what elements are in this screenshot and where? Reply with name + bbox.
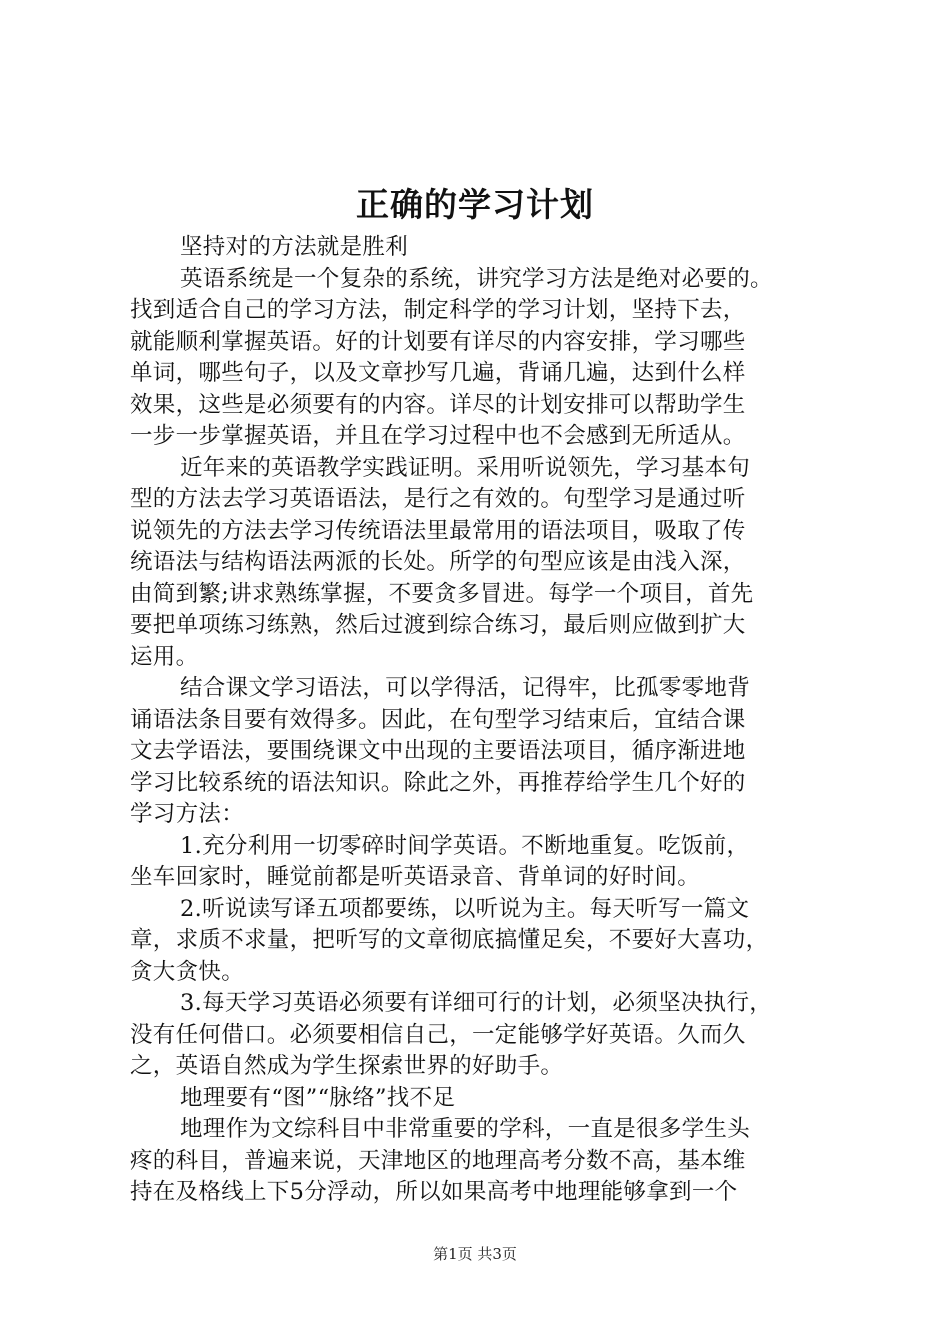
text-line: 持在及格线上下5分浮动，所以如果高考中地理能够拿到一个 bbox=[130, 1179, 738, 1205]
text-line: 章，求质不求量，把听写的文章彻底搞懂足矣，不要好大喜功， bbox=[130, 927, 769, 953]
text-line: 要把单项练习练熟，然后过渡到综合练习，最后则应做到扩大 bbox=[130, 612, 746, 638]
document-title: 正确的学习计划 bbox=[356, 185, 594, 224]
text-line: 说领先的方法去学习传统语法里最常用的语法项目，吸取了传 bbox=[130, 517, 746, 544]
text-line: 诵语法条目要有效得多。因此，在句型学习结束后，宜结合课 bbox=[130, 706, 746, 733]
page-footer: 第1页 共3页 bbox=[433, 1245, 517, 1263]
text-line: 贪大贪快。 bbox=[130, 958, 245, 985]
text-line: 地理作为文综科目中非常重要的学科，一直是很多学生头 bbox=[180, 1116, 751, 1142]
text-line: 1.充分利用一切零碎时间学英语。不断地重复。吃饭前， bbox=[180, 832, 750, 859]
text-line: 近年来的英语教学实践证明。采用听说领先，学习基本句 bbox=[180, 454, 751, 481]
text-line: 效果，这些是必须要有的内容。详尽的计划安排可以帮助学生 bbox=[130, 391, 746, 418]
text-line: 统语法与结构语法两派的长处。所学的句型应该是由浅入深， bbox=[130, 549, 746, 575]
text-line: 英语系统是一个复杂的系统，讲究学习方法是绝对必要的。 bbox=[180, 265, 773, 292]
text-line: 疼的科目，普遍来说，天津地区的地理高考分数不高，基本维 bbox=[130, 1147, 746, 1174]
text-line: 就能顺利掌握英语。好的计划要有详尽的内容安排，学习哪些 bbox=[130, 328, 746, 355]
text-line: 由简到繁;讲求熟练掌握，不要贪多冒进。每学一个项目，首先 bbox=[130, 580, 754, 607]
text-line: 学习比较系统的语法知识。除此之外，再推荐给学生几个好的 bbox=[130, 769, 746, 796]
text-line: 地理要有“图”“脉络”找不足 bbox=[180, 1084, 456, 1111]
text-line: 一步一步掌握英语，并且在学习过程中也不会感到无所适从。 bbox=[130, 423, 746, 449]
text-line: 文去学语法，要围绕课文中出现的主要语法项目，循序渐进地 bbox=[130, 738, 746, 764]
text-line: 2.听说读写译五项都要练，以听说为主。每天听写一篇文 bbox=[180, 895, 750, 922]
text-line: 结合课文学习语法，可以学得活，记得牢，比孤零零地背 bbox=[180, 675, 751, 701]
document-body bbox=[130, 232, 850, 1209]
text-line: 坚持对的方法就是胜利 bbox=[180, 234, 409, 260]
text-line: 没有任何借口。必须要相信自己，一定能够学好英语。久而久 bbox=[130, 1021, 746, 1048]
text-line: 之，英语自然成为学生探索世界的好助手。 bbox=[130, 1053, 564, 1079]
text-line: 3.每天学习英语必须要有详细可行的计划，必须坚决执行， bbox=[180, 990, 773, 1016]
text-line: 运用。 bbox=[130, 643, 199, 670]
text-line: 坐车回家时，睡觉前都是听英语录音、背单词的好时间。 bbox=[130, 864, 701, 890]
text-line: 单词，哪些句子，以及文章抄写几遍，背诵几遍，达到什么样 bbox=[130, 360, 746, 386]
text-line: 学习方法： bbox=[130, 801, 245, 827]
text-line: 型的方法去学习英语语法，是行之有效的。句型学习是通过听 bbox=[130, 486, 746, 512]
text-line: 找到适合自己的学习方法，制定科学的学习计划，坚持下去， bbox=[130, 297, 746, 323]
